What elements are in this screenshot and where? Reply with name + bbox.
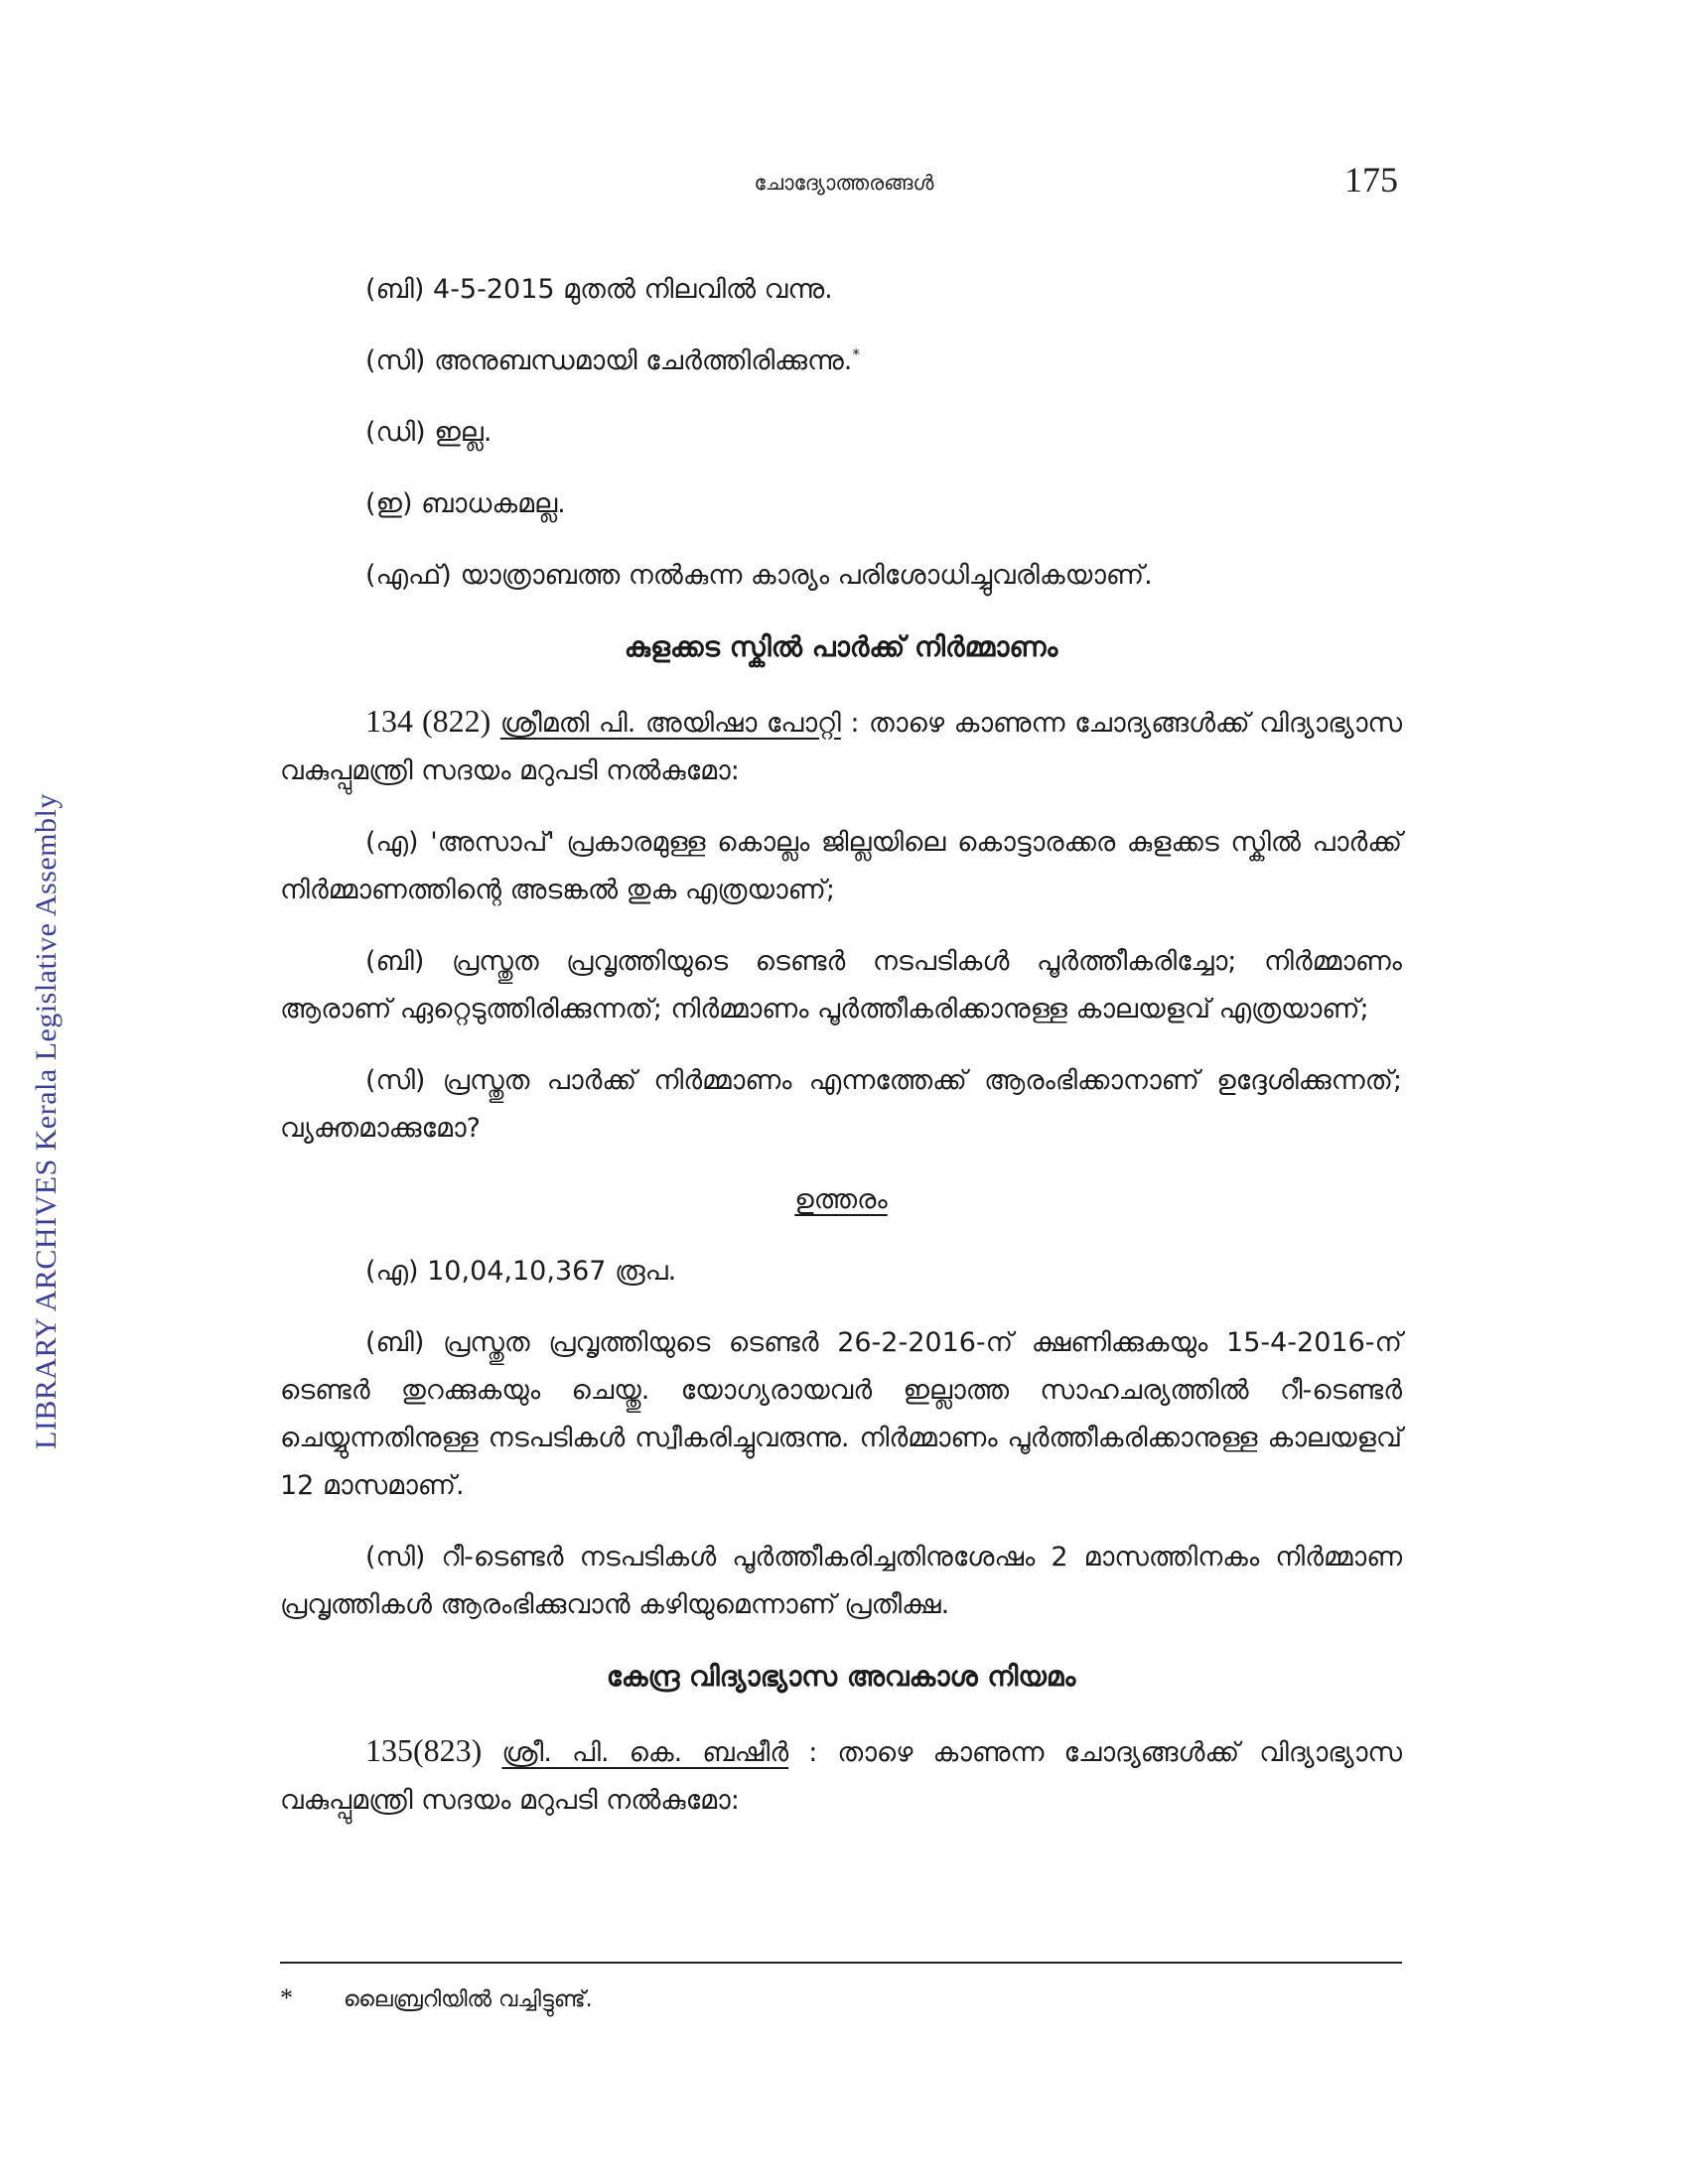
footnote-text: ലൈബ്രറിയിൽ വച്ചിട്ടുണ്ട്. [344, 1987, 593, 2012]
page-body [280, 266, 1402, 1848]
answer-heading [280, 1176, 1402, 1224]
prev-answer-b: (ബി) 4-5-2015 മുതൽ നിലവിൽ വന്നു. [365, 274, 833, 305]
question-134-c: (സി) പ്രസ്തുത പാർക്ക് നിർമ്മാണം എന്നത്തേക്ക് ആരംഭിക്കാനാണ് ഉദ്ദേശിക്കുന്നത്; വ്യക്തമാക്കുമോ? [280, 1065, 1402, 1144]
question-134-member: ശ്രീമതി പി. അയിഷാ പോറ്റി [499, 708, 841, 739]
prev-answer-f: (എഫ്) യാത്രാബത്ത നൽകുന്ന കാര്യം പരിശോധിച്ചുവരികയാണ്. [365, 560, 1153, 591]
footnote-divider [280, 1962, 1402, 1964]
prev-answer-e: (ഇ) ബാധകമല്ല. [365, 488, 566, 519]
answer-134-b: (ബി) പ്രസ്തുത പ്രവൃത്തിയുടെ ടെണ്ടർ 26-2-2016-ന് ക്ഷണിക്കുകയും 15-4-2016-ന് ടെണ്ടർ തുറക്കുകയും ചെയ്തു. യോഗ്യരായവർ ഇല്ലാത്ത സാഹചര്യത്തിൽ റീ-ടെണ്ടർ ചെയ്യുന്നതിനുള്ള നടപടികൾ സ്വീകരിച്ചുവരുന്നു. നിർമ്മാണം പൂർത്തീകരിക്കാനുള്ള കാലയളവ് 12 മാസമാണ്. [280, 1327, 1402, 1501]
page-number: 175 [1344, 160, 1398, 200]
question-135-intro [280, 1726, 1402, 1825]
question-135-number: 135(823) [365, 1732, 483, 1768]
question-134-a: (എ) 'അസാപ്' പ്രകാരമുള്ള കൊല്ലം ജില്ലയിലെ കൊട്ടാരക്കര കുളക്കട സ്കിൽ പാർക്ക് നിർമ്മാണത്തിന്റെ അടങ്കൽ തുക എത്രയാണ്; [280, 827, 1402, 905]
question-134-b: (ബി) പ്രസ്തുത പ്രവൃത്തിയുടെ ടെണ്ടർ നടപടികൾ പൂർത്തീകരിച്ചോ; നിർമ്മാണം ആരാണ് ഏറ്റെടുത്തിരിക്കുന്നത്; നിർമ്മാണം പൂർത്തീകരിക്കാനുള്ള കാലയളവ് എത്രയാണ്; [280, 946, 1402, 1024]
footnote-mark: * [280, 1983, 293, 2012]
question-134-intro [280, 697, 1402, 795]
prev-answer-d: (ഡി) ഇല്ല. [365, 417, 492, 448]
question-135-intro-text: : താഴെ കാണുന്ന ചോദ്യങ്ങൾക്ക് വിദ്യാഭ്യാസ വകുപ്പുമന്ത്രി സദയം മറുപടി നൽകുമോ: [280, 1737, 1402, 1816]
watermark-text: LIBRARY ARCHIVES Kerala Legislative Assembly [30, 793, 63, 1449]
running-title: ചോദ്യോത്തരങ്ങൾ [754, 171, 934, 195]
footnote [280, 1983, 1402, 2013]
answer-134-a: (എ) 10,04,10,367 രൂപ. [365, 1256, 677, 1287]
question-134-number: 134 (822) [365, 703, 492, 739]
question-134-intro-text: : താഴെ കാണുന്ന ചോദ്യങ്ങൾക്ക് വിദ്യാഭ്യാസ വകുപ്പുമന്ത്രി സദയം മറുപടി നൽകുമോ: [280, 708, 1402, 786]
prev-answer-c: (സി) അനുബന്ധമായി ചേർത്തിരിക്കുന്നു.* [365, 345, 860, 376]
question-134-heading: കുളക്കട സ്കിൽ പാർക്ക് നിർമ്മാണം [624, 630, 1058, 663]
answer-heading-text: ഉത്തരം [794, 1184, 888, 1215]
answer-134-c: (സി) റീ-ടെണ്ടർ നടപടികൾ പൂർത്തീകരിച്ചതിനുശേഷം 2 മാസത്തിനകം നിർമ്മാണ പ്രവൃത്തികൾ ആരംഭിക്കുവാൻ കഴിയുമെന്നാണ് പ്രതീക്ഷ. [280, 1542, 1402, 1620]
question-135-heading: കേന്ദ്ര വിദ്യാഭ്യാസ അവകാശ നിയമം [606, 1660, 1076, 1693]
question-135-member: ശ്രീ. പി. കെ. ബഷീർ [501, 1737, 789, 1768]
footnote-reference: * [852, 345, 860, 363]
